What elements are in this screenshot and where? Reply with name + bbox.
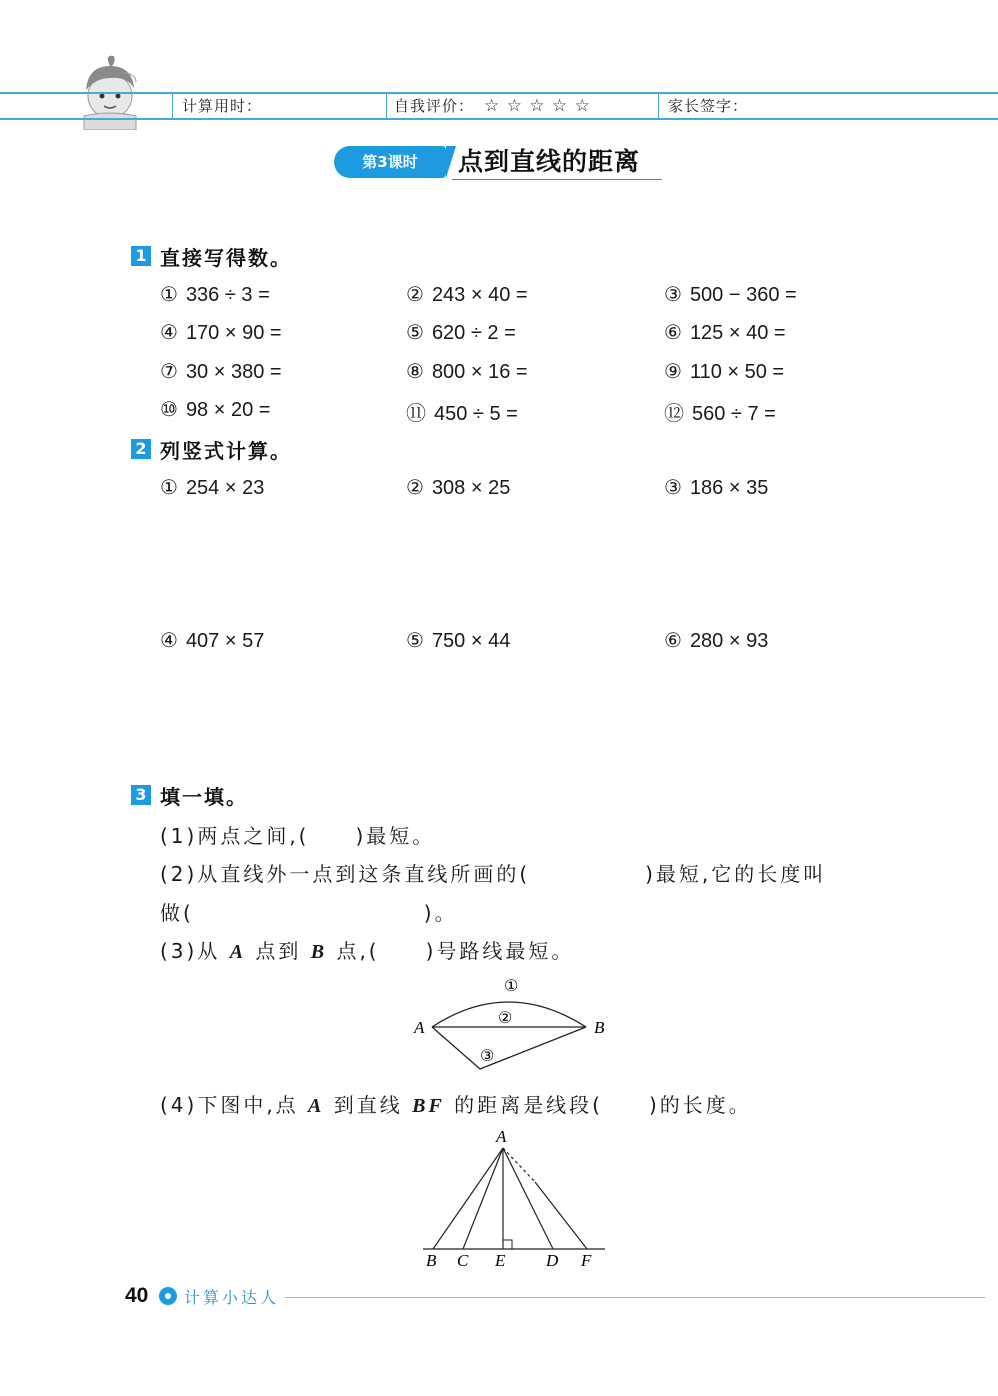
segment-af xyxy=(503,1148,535,1182)
section-title-1: 直接写得数。 xyxy=(160,246,292,270)
point-c-label: C xyxy=(457,1251,469,1270)
problem-item: ⑥ 280 × 93 xyxy=(664,628,769,652)
problem-item: ② 243 × 40 = xyxy=(406,282,528,306)
problem-item: ⑪ 450 ÷ 5 = xyxy=(406,401,518,425)
problem-item: ③ 500 − 360 = xyxy=(664,282,797,306)
section-title-3: 填一填。 xyxy=(160,785,248,809)
footer-rule xyxy=(285,1297,985,1298)
route-2-label: ② xyxy=(498,1010,513,1027)
fill-question-2-line1: (2)从直线外一点到这条直线所画的( )最短,它的长度叫 xyxy=(160,862,827,886)
point-d-label: D xyxy=(546,1251,559,1270)
problem-item: ⑩ 98 × 20 = xyxy=(160,397,271,421)
self-eval-stars[interactable]: ☆ ☆ ☆ ☆ ☆ xyxy=(484,96,591,116)
problem-item: ② 308 × 25 xyxy=(406,475,511,499)
parent-signature-label: 家长签字： xyxy=(668,97,749,115)
footer-dot-icon xyxy=(159,1287,177,1305)
header-separator xyxy=(386,93,387,119)
point-b-label: B xyxy=(426,1251,437,1270)
page-number: 40 xyxy=(125,1284,149,1307)
book-title: 计算小达人 xyxy=(184,1288,280,1307)
fill-question-3: (3)从 A 点到 B 点,( )号路线最短。 xyxy=(160,939,575,963)
problem-item: ④ 407 × 57 xyxy=(160,628,265,652)
problem-item: ⑥ 125 × 40 = xyxy=(664,320,786,344)
perpendicular-diagram xyxy=(415,1122,615,1272)
point-a-label: A xyxy=(496,1127,507,1146)
problem-item: ① 336 ÷ 3 = xyxy=(160,282,270,306)
problem-item: ⑤ 620 ÷ 2 = xyxy=(406,320,516,344)
problem-item: ① 254 × 23 xyxy=(160,475,265,499)
segment-af xyxy=(535,1182,587,1249)
route-3-label: ③ xyxy=(480,1048,495,1065)
calc-time-label: 计算用时： xyxy=(182,97,263,115)
segment-ad xyxy=(503,1148,553,1249)
problem-item: ⑤ 750 × 44 xyxy=(406,628,511,652)
section-number-3: 3 xyxy=(131,785,151,805)
problem-item: ④ 170 × 90 = xyxy=(160,320,282,344)
segment-ab xyxy=(433,1148,503,1249)
fill-question-2-line2: 做( )。 xyxy=(160,901,458,925)
section-title-2: 列竖式计算。 xyxy=(160,439,292,463)
problem-item: ⑨ 110 × 50 = xyxy=(664,359,785,383)
lesson-title: 点到直线的距离 xyxy=(458,147,641,176)
problem-item: ⑫ 560 ÷ 7 = xyxy=(664,401,776,425)
point-f-label: F xyxy=(581,1251,592,1270)
route-1-label: ① xyxy=(504,978,519,995)
problem-item: ⑦ 30 × 380 = xyxy=(160,359,282,383)
section-number-2: 2 xyxy=(131,439,151,459)
fill-question-4: (4)下图中,点 A 到直线 BF 的距离是线段( )的长度。 xyxy=(160,1093,752,1117)
self-eval-label: 自我评价： xyxy=(394,97,475,115)
problem-item: ⑧ 800 × 16 = xyxy=(406,359,528,383)
point-e-label: E xyxy=(495,1251,506,1270)
segment-ac xyxy=(463,1148,503,1249)
right-angle-mark xyxy=(503,1240,512,1249)
header-separator xyxy=(658,93,659,119)
route-3-polyline xyxy=(432,1027,586,1069)
lesson-badge: 第3课时 xyxy=(334,146,446,178)
header-bottom-line xyxy=(0,118,998,120)
lesson-title-underline xyxy=(452,179,662,180)
problem-item: ③ 186 × 35 xyxy=(664,475,769,499)
point-b-label: B xyxy=(594,1018,605,1037)
section-number-1: 1 xyxy=(131,246,151,266)
fill-question-1: (1)两点之间,( )最短。 xyxy=(160,824,436,848)
route-diagram xyxy=(400,965,630,1075)
header-separator xyxy=(172,93,173,119)
point-a-label: A xyxy=(414,1018,425,1037)
